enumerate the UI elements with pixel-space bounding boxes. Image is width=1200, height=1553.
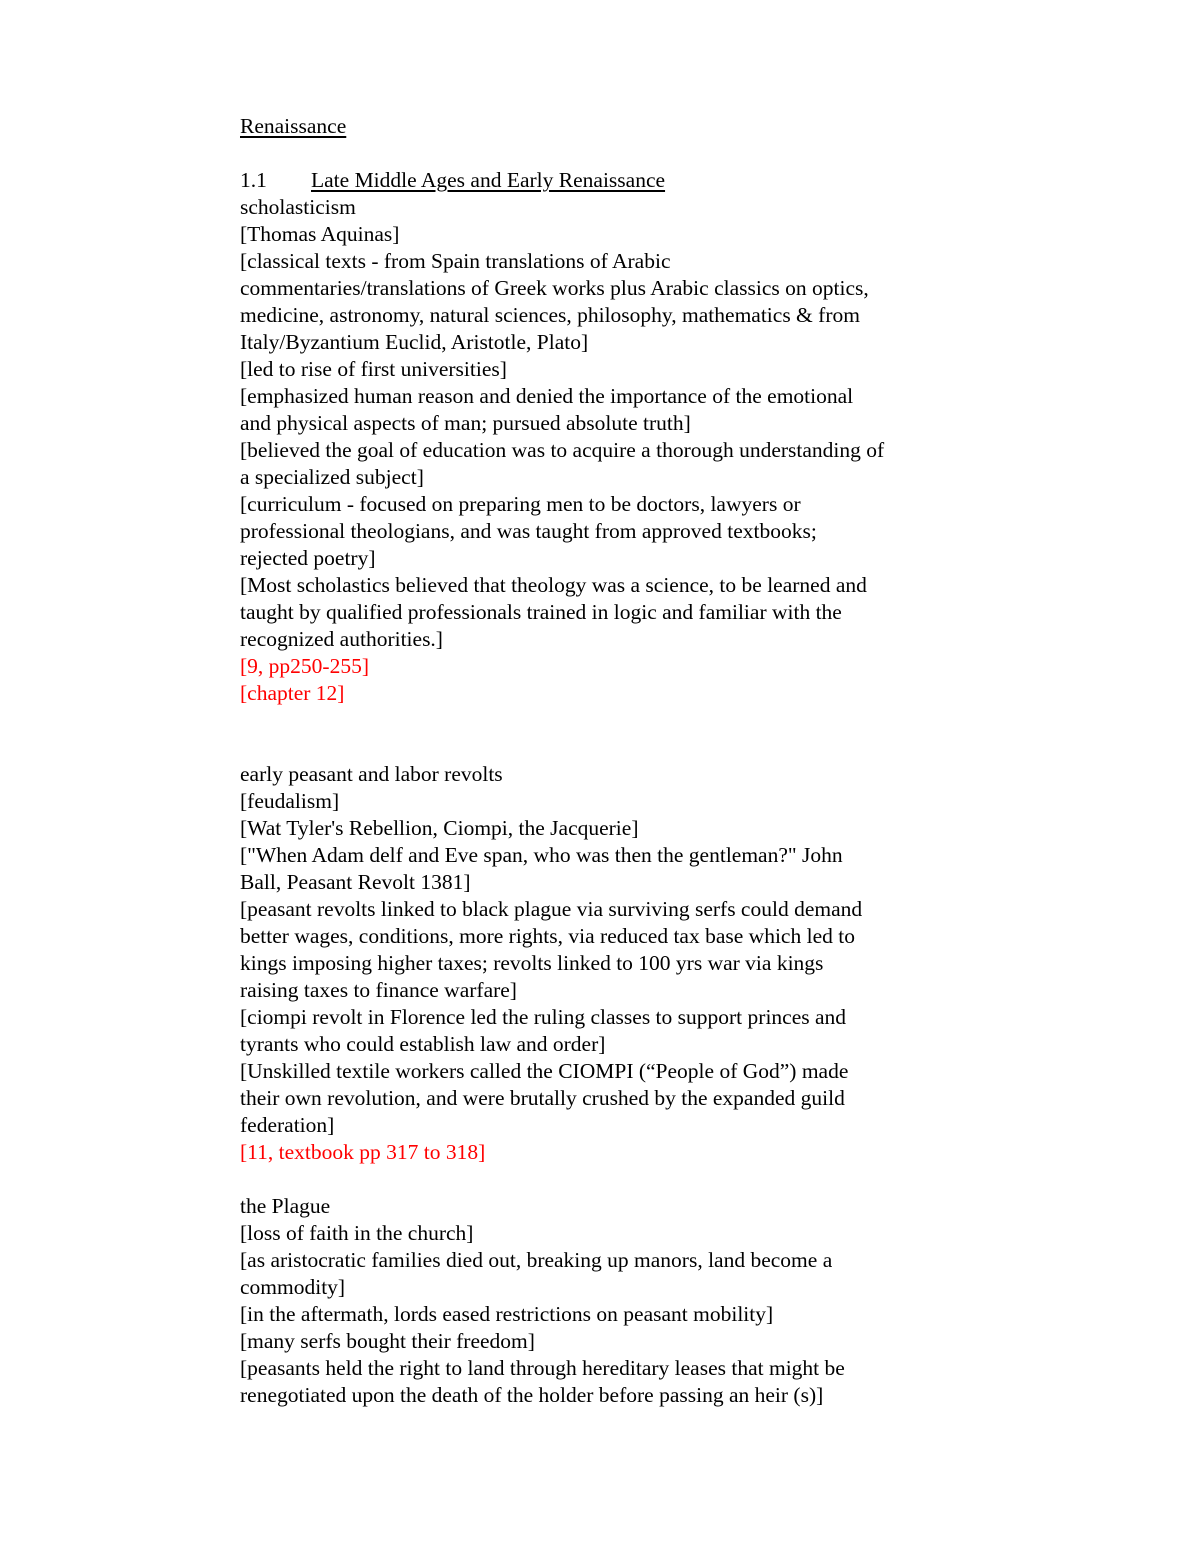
text-line: a specialized subject] bbox=[240, 465, 424, 489]
plague-block bbox=[240, 1193, 980, 1409]
text-line: [loss of faith in the church] bbox=[240, 1221, 474, 1245]
text-line: commodity] bbox=[240, 1275, 346, 1299]
spacer bbox=[240, 1166, 980, 1193]
reference-citation: [chapter 12] bbox=[240, 681, 345, 705]
text-line: [Thomas Aquinas] bbox=[240, 222, 400, 246]
text-line: [believed the goal of education was to acquire a thorough understanding of bbox=[240, 438, 885, 462]
text-line: commentaries/translations of Greek works plus Arabic classics on optics, bbox=[240, 276, 869, 300]
text-line: kings imposing higher taxes; revolts linked to 100 yrs war via kings bbox=[240, 951, 824, 975]
text-line: [as aristocratic families died out, breaking up manors, land become a bbox=[240, 1248, 833, 1272]
revolts-block bbox=[240, 761, 980, 1166]
text-line: raising taxes to finance warfare] bbox=[240, 978, 517, 1002]
text-line: the Plague bbox=[240, 1194, 331, 1218]
scholasticism-block bbox=[240, 194, 980, 707]
text-line: their own revolution, and were brutally crushed by the expanded guild bbox=[240, 1086, 845, 1110]
text-line: [emphasized human reason and denied the importance of the emotional bbox=[240, 384, 854, 408]
text-line: [peasant revolts linked to black plague via surviving serfs could demand bbox=[240, 897, 863, 921]
document-title: Renaissance bbox=[240, 114, 347, 138]
text-line: [led to rise of first universities] bbox=[240, 357, 507, 381]
text-line: renegotiated upon the death of the holder before passing an heir (s)] bbox=[240, 1383, 824, 1407]
reference-citation: [9, pp250-255] bbox=[240, 654, 369, 678]
text-line: medicine, astronomy, natural sciences, philosophy, mathematics & from bbox=[240, 303, 860, 327]
section-number: 1.1 bbox=[240, 168, 267, 192]
text-line: [Most scholastics believed that theology was a science, to be learned and bbox=[240, 573, 867, 597]
spacer bbox=[240, 734, 980, 761]
text-line: federation] bbox=[240, 1113, 335, 1137]
text-line: [many serfs bought their freedom] bbox=[240, 1329, 535, 1353]
text-line: [Unskilled textile workers called the CIOMPI (“People of God”) made bbox=[240, 1059, 849, 1083]
text-line: [curriculum - focused on preparing men to be doctors, lawyers or bbox=[240, 492, 801, 516]
text-line: Italy/Byzantium Euclid, Aristotle, Plato] bbox=[240, 330, 589, 354]
reference-citation: [11, textbook pp 317 to 318] bbox=[240, 1140, 486, 1164]
text-line: and physical aspects of man; pursued absolute truth] bbox=[240, 411, 691, 435]
text-line: tyrants who could establish law and order] bbox=[240, 1032, 606, 1056]
text-line: [peasants held the right to land through hereditary leases that might be bbox=[240, 1356, 845, 1380]
text-line: taught by qualified professionals trained in logic and familiar with the bbox=[240, 600, 842, 624]
text-line: [in the aftermath, lords eased restrictions on peasant mobility] bbox=[240, 1302, 774, 1326]
text-line: recognized authorities.] bbox=[240, 627, 443, 651]
text-line: [feudalism] bbox=[240, 789, 340, 813]
text-line: Ball, Peasant Revolt 1381] bbox=[240, 870, 471, 894]
document-page bbox=[240, 113, 980, 1409]
text-line: better wages, conditions, more rights, via reduced tax base which led to bbox=[240, 924, 855, 948]
section-title: Late Middle Ages and Early Renaissance bbox=[311, 168, 666, 192]
section-heading bbox=[240, 167, 980, 194]
text-line: professional theologians, and was taught from approved textbooks; bbox=[240, 519, 817, 543]
text-line: [Wat Tyler's Rebellion, Ciompi, the Jacquerie] bbox=[240, 816, 639, 840]
text-line: ["When Adam delf and Eve span, who was then the gentleman?" John bbox=[240, 843, 843, 867]
text-line: rejected poetry] bbox=[240, 546, 376, 570]
text-line: [ciompi revolt in Florence led the ruling classes to support princes and bbox=[240, 1005, 847, 1029]
text-line: early peasant and labor revolts bbox=[240, 762, 503, 786]
spacer bbox=[240, 707, 980, 734]
spacer bbox=[240, 140, 980, 167]
text-line: scholasticism bbox=[240, 195, 356, 219]
text-line: [classical texts - from Spain translations of Arabic bbox=[240, 249, 671, 273]
